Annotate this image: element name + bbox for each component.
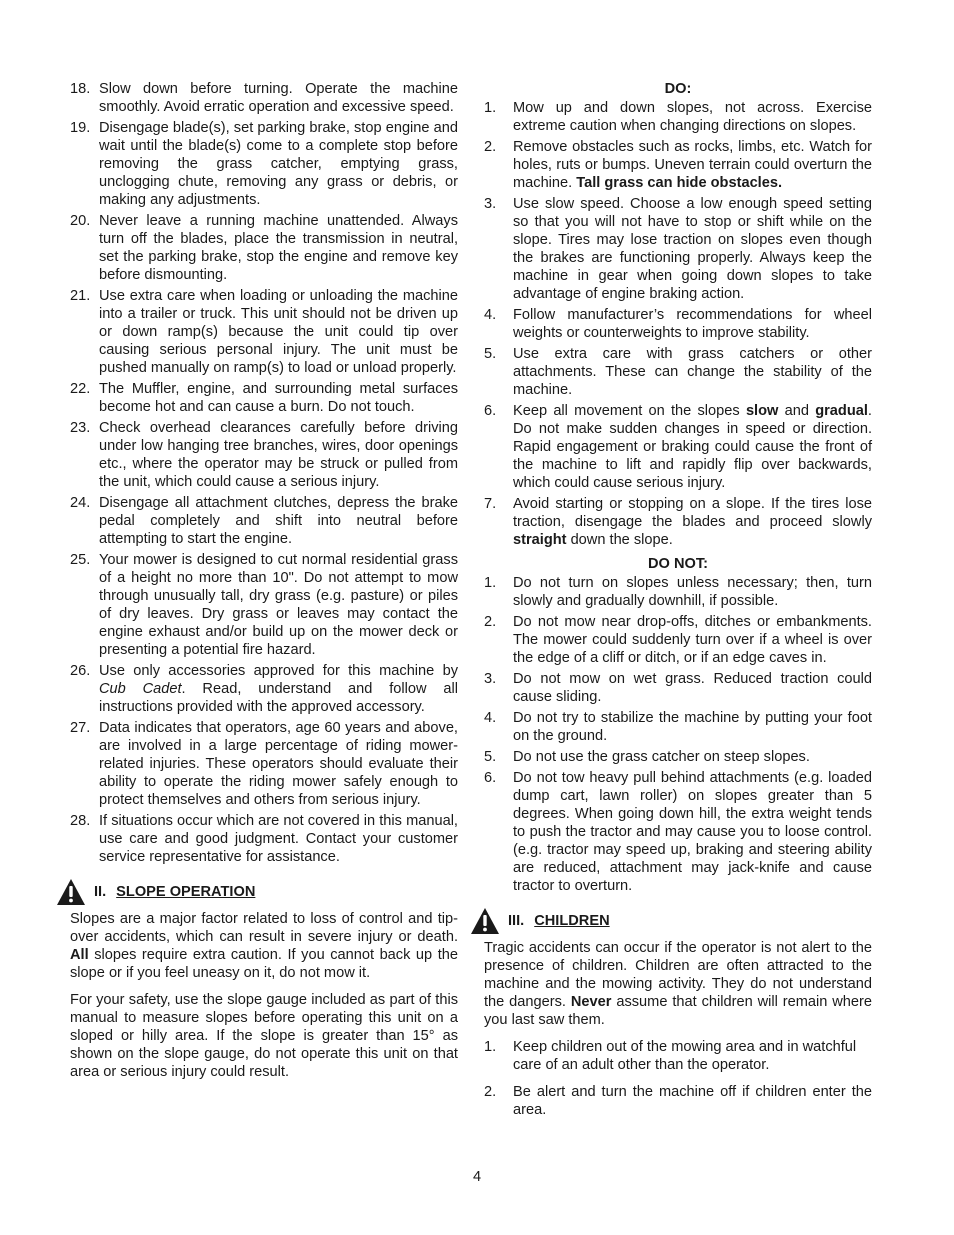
list-item: 7. Avoid starting or stopping on a slope. If the tires lose traction, disengage the blades and proceed slowly straight down the slope. xyxy=(484,496,872,548)
slope-paragraph-1: Slopes are a major factor related to loss of control and tip-over accidents, which can result in severe injury or death. All slopes require extra caution. If you cannot back up the slope or if you feel uneasy on it, do not mow it. xyxy=(70,911,458,981)
warning-icon xyxy=(470,907,500,935)
list-item: 20. Never leave a running machine unattended. Always turn off the blades, place the transmission in neutral, set the parking brake, stop the engine and remove key before dismounting. xyxy=(70,213,458,283)
slope-paragraph-2: For your safety, use the slope gauge included as part of this manual to measure slopes before operating this unit on a sloped or hilly area. If the slope is greater than 15° as shown on the slope gauge, do not operate this unit on that area or serious injury could result. xyxy=(70,992,458,1080)
brand-name: Cub Cadet xyxy=(99,681,182,697)
list-item: 1. Do not turn on slopes unless necessary; then, turn slowly and gradually downhill, if possible. xyxy=(484,575,872,609)
do-not-list xyxy=(484,574,872,895)
list-item: 1. Mow up and down slopes, not across. Exercise extreme caution when changing directions on slopes. xyxy=(484,100,872,134)
list-item: 3. Do not mow on wet grass. Reduced traction could cause sliding. xyxy=(484,671,872,705)
list-item: 26. Use only accessories approved for this machine by Cub Cadet. Read, understand and follow all instructions provided with the approved accessory. xyxy=(70,663,458,715)
safety-rules-list xyxy=(70,80,458,866)
list-item: 5. Do not use the grass catcher on steep slopes. xyxy=(484,749,810,765)
list-item: 24. Disengage all attachment clutches, depress the brake pedal completely and shift into neutral before attempting to start the engine. xyxy=(70,495,458,547)
list-item: 6. Keep all movement on the slopes slow and gradual. Do not make sudden changes in speed or direction. Rapid engagement or braking could cause the front of the machine to lift and rapidly flip over backwards, which could cause serious injury. xyxy=(484,403,872,491)
list-item: 28. If situations occur which are not covered in this manual, use care and good judgment. Contact your customer service representative for assistance. xyxy=(70,813,458,865)
children-heading: III. CHILDREN xyxy=(484,907,872,935)
do-list xyxy=(484,99,872,549)
do-heading: DO: xyxy=(664,81,692,97)
list-item: 21. Use extra care when loading or unloading the machine into a trailer or truck. This unit should not be driven up or down ramp(s) because the unit could tip over causing serious personal injury. The unit must be pushed manually on ramp(s) to load or unload properly. xyxy=(70,288,458,376)
list-item: 2. Do not mow near drop-offs, ditches or embankments. The mower could suddenly turn over if a wheel is over the edge of a cliff or ditch, or if an edge caves in. xyxy=(484,614,872,666)
do-not-heading: DO NOT: xyxy=(648,556,708,572)
children-list xyxy=(484,1038,872,1119)
right-column xyxy=(484,80,872,1122)
list-item: 22. The Muffler, engine, and surrounding metal surfaces become hot and can cause a burn. Do not touch. xyxy=(70,381,458,415)
list-item: 3. Use slow speed. Choose a low enough speed setting so that you will not have to stop or shift while on the slope. Tires may lose traction on slopes even though the brakes are functioning properly. Always keep the machine in gear when going down slopes to take advantage of engine braking action. xyxy=(484,196,872,302)
slope-operation-heading: II. SLOPE OPERATION xyxy=(70,878,458,906)
list-item: 4. Follow manufacturer’s recommendations for wheel weights or counterweights to improve stability. xyxy=(484,307,872,341)
warning-icon xyxy=(56,878,86,906)
left-column xyxy=(70,80,458,1090)
list-item: 6. Do not tow heavy pull behind attachments (e.g. loaded dump cart, lawn roller) on slopes greater than 5 degrees. When going down hill, the extra weight tends to push the tractor and may cause you to loose control. (e.g. tractor may speed up, braking and steering ability are reduced, attachment may jack-knife and cause tractor to overturn. xyxy=(484,770,872,894)
list-item: 19. Disengage blade(s), set parking brake, stop engine and wait until the blade(s) come to a complete stop before removing the grass catcher, emptying grass, unclogging chute, removing any grass or debris, or making any adjustments. xyxy=(70,120,458,208)
list-item: 1. Keep children out of the mowing area and in watchful care of an adult other than the operator. xyxy=(484,1039,857,1073)
list-item: 23. Check overhead clearances carefully before driving under low hanging tree branches, wires, door openings etc., where the operator may be struck or pulled from the unit, which could cause a serious injury. xyxy=(70,420,458,490)
list-item: 4. Do not try to stabilize the machine by putting your foot on the ground. xyxy=(484,710,872,744)
children-paragraph: Tragic accidents can occur if the operator is not alert to the presence of children. Children are often attracted to the machine and the mowing activity. They do not understand the dangers. Never assume that children will remain where you last saw them. xyxy=(484,940,872,1028)
list-item: 2. Be alert and turn the machine off if children enter the area. xyxy=(484,1084,872,1118)
list-item: 2. Remove obstacles such as rocks, limbs, etc. Watch for holes, ruts or bumps. Uneven terrain could overturn the machine. Tall grass can hide obstacles. xyxy=(484,139,872,191)
list-item: 18. Slow down before turning. Operate the machine smoothly. Avoid erratic operation and excessive speed. xyxy=(70,81,458,115)
list-item: 27. Data indicates that operators, age 60 years and above, are involved in a large percentage of riding mower-related injuries. These operators should evaluate their ability to operate the riding mower safely enough to protect themselves and others from serious injury. xyxy=(70,720,458,808)
page-number: 4 xyxy=(472,1169,482,1185)
list-item: 25. Your mower is designed to cut normal residential grass of a height no more than 10". Do not attempt to mow through unusually tall, dry grass (e.g. pasture) or piles of dry leaves. Dry grass or leaves may contact the engine exhaust and/or build up on the mower deck or presenting a potential fire hazard. xyxy=(70,552,458,658)
list-item: 5. Use extra care with grass catchers or other attachments. These can change the stability of the machine. xyxy=(484,346,872,398)
